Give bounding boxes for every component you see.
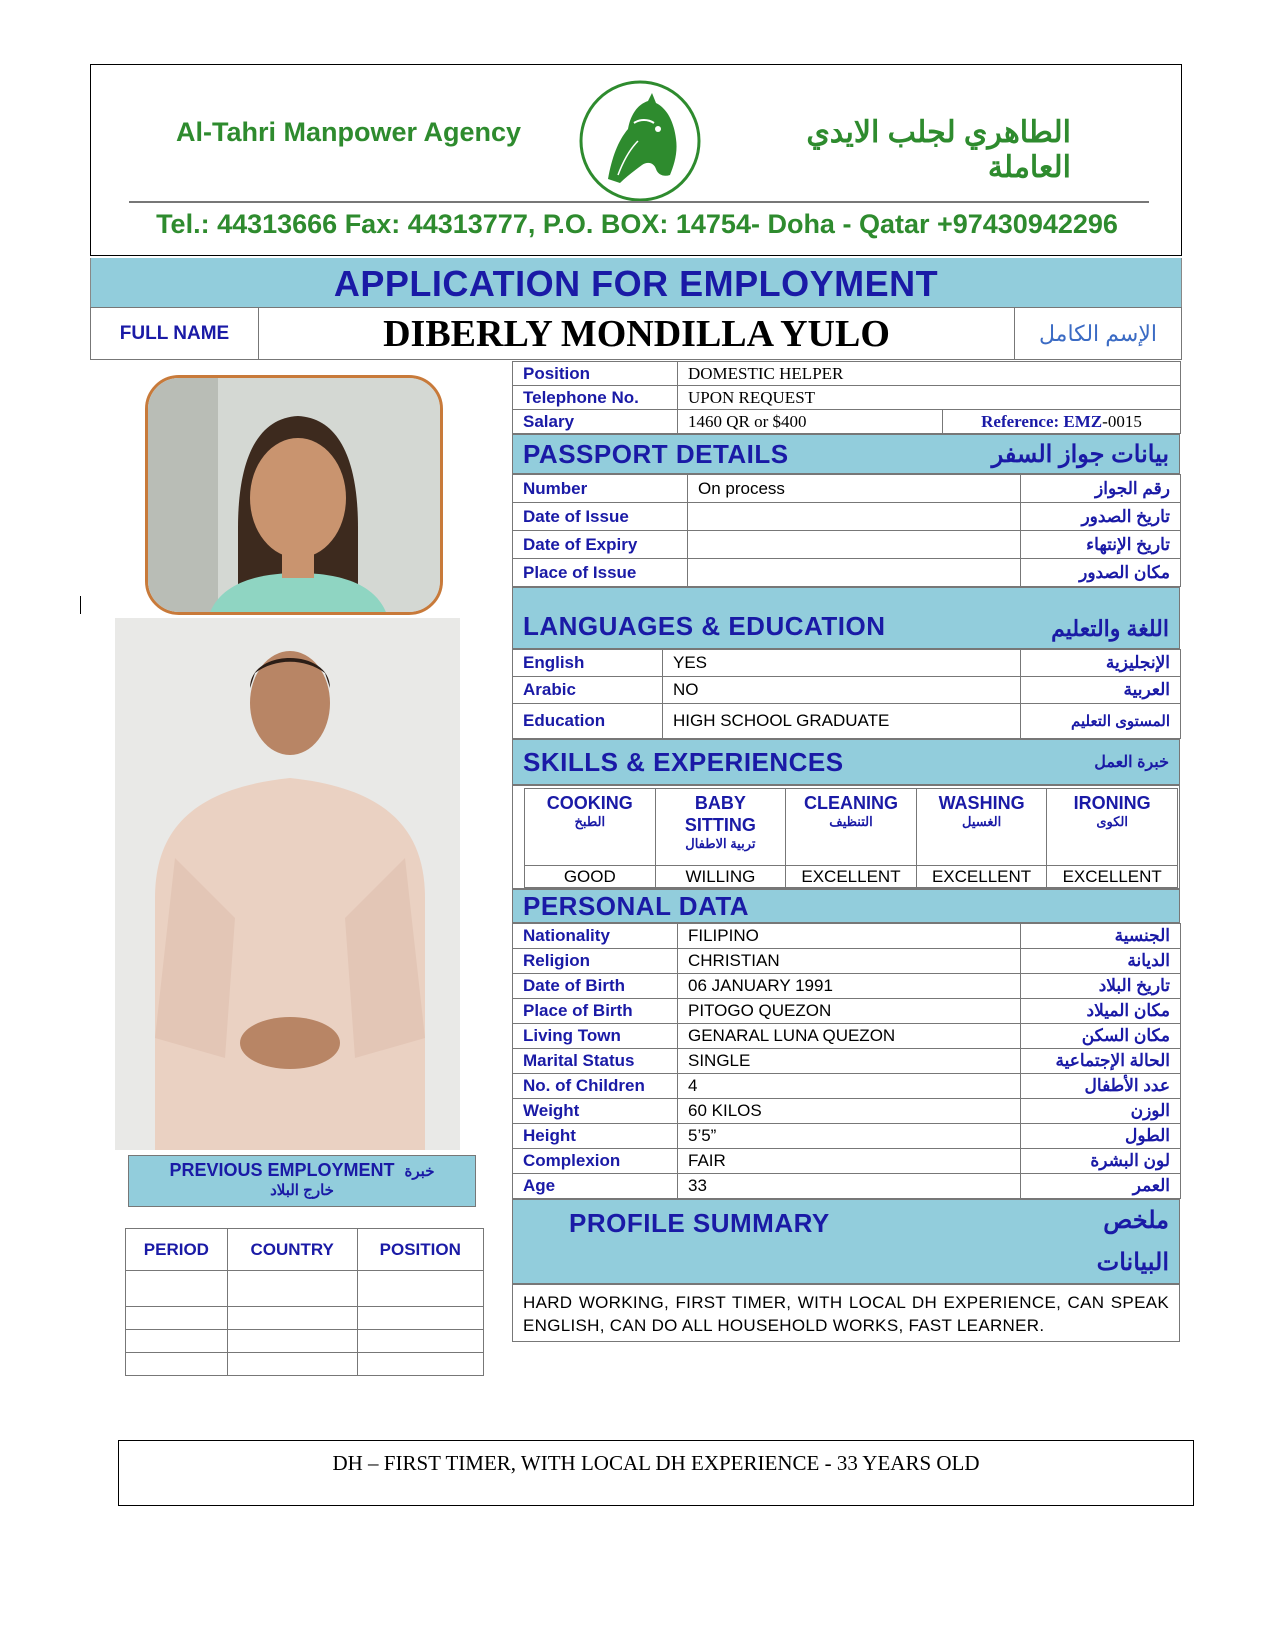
full-name-label: FULL NAME xyxy=(91,308,259,359)
profile-section-title-ar: ملخص xyxy=(1103,1207,1169,1234)
full-name-value: DIBERLY MONDILLA YULO xyxy=(259,308,1015,359)
passport-section-title: PASSPORT DETAILS xyxy=(523,438,789,469)
age-label-ar: العمر xyxy=(1021,1174,1181,1199)
education-label: Education xyxy=(513,704,663,739)
skill-name: BABY SITTING xyxy=(684,793,756,835)
horse-head-logo-icon xyxy=(578,79,702,203)
living-town-value: GENARAL LUNA QUEZON xyxy=(678,1024,1021,1049)
table-row xyxy=(513,924,1181,949)
issue-date-label: Date of Issue xyxy=(513,503,688,531)
expiry-date-label-ar: تاريخ الإنتهاء xyxy=(1021,531,1181,559)
skill-name-ar: التنظيف xyxy=(829,814,873,829)
skills-section-header xyxy=(512,739,1180,785)
footer-summary: DH – FIRST TIMER, WITH LOCAL DH EXPERIENCE - 33 YEARS OLD xyxy=(118,1440,1194,1506)
skill-level: EXCELLENT xyxy=(786,866,917,888)
height-value: 5’5” xyxy=(678,1124,1021,1149)
expiry-date-label: Date of Expiry xyxy=(513,531,688,559)
table-row xyxy=(513,503,1181,531)
portrait-photo xyxy=(145,375,443,615)
personal-data-table xyxy=(512,923,1181,1199)
living-town-label-ar: مكان السكن xyxy=(1021,1024,1181,1049)
table-header-row xyxy=(126,1229,484,1271)
position-row xyxy=(513,362,1181,386)
table-row xyxy=(513,475,1181,503)
telephone-value: UPON REQUEST xyxy=(678,386,1181,410)
skill-name-ar: تربية الاطفال xyxy=(685,836,756,851)
table-row xyxy=(513,999,1181,1024)
place-of-birth-label-ar: مكان الميلاد xyxy=(1021,999,1181,1024)
place-of-birth-value: PITOGO QUEZON xyxy=(678,999,1021,1024)
skill-washing xyxy=(916,789,1047,866)
previous-employment-header xyxy=(128,1155,476,1207)
skill-name-ar: الكوى xyxy=(1096,814,1129,829)
marital-status-value: SINGLE xyxy=(678,1049,1021,1074)
skill-name: COOKING xyxy=(546,793,633,813)
place-of-issue-value xyxy=(688,559,1021,587)
skill-name: WASHING xyxy=(938,793,1025,813)
skill-name-ar: الغسيل xyxy=(961,814,1002,829)
salary-label: Salary xyxy=(513,410,678,434)
salary-value: 1460 QR or $400 xyxy=(678,410,943,434)
passport-number-value: On process xyxy=(688,475,1021,503)
skill-level: EXCELLENT xyxy=(916,866,1047,888)
age-value: 33 xyxy=(678,1174,1021,1199)
column-header-position: POSITION xyxy=(357,1229,483,1271)
previous-employment-subtitle-ar: خارج البلاد xyxy=(270,1182,334,1199)
children-value: 4 xyxy=(678,1074,1021,1099)
passport-number-label-ar: رقم الجواز xyxy=(1021,475,1181,503)
skills-box xyxy=(512,785,1180,889)
age-label: Age xyxy=(513,1174,678,1199)
arabic-label: Arabic xyxy=(513,677,663,704)
profile-section-header xyxy=(512,1199,1180,1284)
passport-number-label: Number xyxy=(513,475,688,503)
table-row xyxy=(126,1330,484,1353)
reference-label: Reference: EMZ xyxy=(981,411,1103,431)
place-of-issue-label: Place of Issue xyxy=(513,559,688,587)
table-row xyxy=(513,1124,1181,1149)
height-label: Height xyxy=(513,1124,678,1149)
column-header-country: COUNTRY xyxy=(227,1229,357,1271)
skills-table xyxy=(524,788,1178,888)
nationality-label: Nationality xyxy=(513,924,678,949)
position-label: Position xyxy=(513,362,678,386)
table-row xyxy=(513,974,1181,999)
english-value: YES xyxy=(663,650,1021,677)
personal-section-header xyxy=(512,889,1180,923)
skills-section-title: SKILLS & EXPERIENCES xyxy=(523,746,844,777)
previous-employment-title-ar: خبرة xyxy=(404,1163,435,1180)
table-row xyxy=(513,677,1181,704)
skills-header-row xyxy=(525,789,1178,866)
profile-summary-text: HARD WORKING, FIRST TIMER, WITH LOCAL DH EXPERIENCE, CAN SPEAK ENGLISH, CAN DO ALL HOUSEHOLD WORKS, FAST LEARNER. xyxy=(512,1284,1180,1342)
languages-section-title: LANGUAGES & EDUCATION xyxy=(523,611,886,641)
languages-section-header xyxy=(512,587,1180,649)
languages-section-title-ar: اللغة والتعليم xyxy=(1051,616,1169,641)
table-row xyxy=(126,1307,484,1330)
skill-cooking xyxy=(525,789,656,866)
weight-label-ar: الوزن xyxy=(1021,1099,1181,1124)
job-info-table xyxy=(512,361,1181,434)
table-row xyxy=(513,704,1181,739)
passport-section-title-ar: بيانات جواز السفر xyxy=(991,440,1169,468)
table-row xyxy=(513,1149,1181,1174)
religion-value: CHRISTIAN xyxy=(678,949,1021,974)
date-of-birth-label: Date of Birth xyxy=(513,974,678,999)
table-row xyxy=(513,1049,1181,1074)
complexion-label: Complexion xyxy=(513,1149,678,1174)
religion-label: Religion xyxy=(513,949,678,974)
english-label: English xyxy=(513,650,663,677)
place-of-issue-label-ar: مكان الصدور xyxy=(1021,559,1181,587)
previous-employment-title: PREVIOUS EMPLOYMENT xyxy=(169,1160,395,1180)
table-row xyxy=(513,531,1181,559)
religion-label-ar: الديانة xyxy=(1021,949,1181,974)
personal-section-title: PERSONAL DATA xyxy=(523,890,750,921)
complexion-value: FAIR xyxy=(678,1149,1021,1174)
weight-label: Weight xyxy=(513,1099,678,1124)
table-row xyxy=(513,1074,1181,1099)
telephone-label: Telephone No. xyxy=(513,386,678,410)
skill-name: CLEANING xyxy=(803,793,898,813)
profile-section-title-ar-2: البيانات xyxy=(1096,1249,1169,1276)
skills-level-row xyxy=(525,866,1178,888)
title-band xyxy=(90,258,1182,308)
table-row xyxy=(126,1353,484,1376)
agency-name-ar: الطاهري لجلب الايدي العاملة xyxy=(806,116,1071,184)
nationality-value: FILIPINO xyxy=(678,924,1021,949)
date-of-birth-value: 06 JANUARY 1991 xyxy=(678,974,1021,999)
table-row xyxy=(513,949,1181,974)
table-row xyxy=(126,1271,484,1307)
reference-value: -0015 xyxy=(1102,411,1142,431)
expiry-date-value xyxy=(688,531,1021,559)
weight-value: 60 KILOS xyxy=(678,1099,1021,1124)
arabic-value: NO xyxy=(663,677,1021,704)
column-header-period: PERIOD xyxy=(126,1229,228,1271)
english-label-ar: الإنجليزية xyxy=(1021,650,1181,677)
passport-table xyxy=(512,474,1181,587)
position-value: DOMESTIC HELPER xyxy=(678,362,1181,386)
date-of-birth-label-ar: تاريخ البلاد xyxy=(1021,974,1181,999)
languages-table xyxy=(512,649,1181,739)
education-value: HIGH SCHOOL GRADUATE xyxy=(663,704,1021,739)
marital-status-label-ar: الحالة الإجتماعية xyxy=(1021,1049,1181,1074)
table-row xyxy=(513,1099,1181,1124)
children-label-ar: عدد الأطفال xyxy=(1021,1074,1181,1099)
table-row xyxy=(513,650,1181,677)
full-name-label-ar: الإسم الكامل xyxy=(1039,320,1157,346)
skill-level: WILLING xyxy=(655,866,786,888)
reference-number xyxy=(943,410,1181,434)
height-label-ar: الطول xyxy=(1021,1124,1181,1149)
living-town-label: Living Town xyxy=(513,1024,678,1049)
skill-cleaning xyxy=(786,789,917,866)
skill-level: EXCELLENT xyxy=(1047,866,1178,888)
arabic-label-ar: العربية xyxy=(1021,677,1181,704)
complexion-label-ar: لون البشرة xyxy=(1021,1149,1181,1174)
skill-name-ar: الطبخ xyxy=(574,814,606,829)
application-details xyxy=(512,361,1180,1342)
agency-name-en: Al-Tahri Manpower Agency xyxy=(176,117,522,147)
skill-level: GOOD xyxy=(525,866,656,888)
place-of-birth-label: Place of Birth xyxy=(513,999,678,1024)
agency-contact: Tel.: 44313666 Fax: 44313777, P.O. BOX: 14754- Doha - Qatar +97430942296 xyxy=(156,209,1118,239)
table-row xyxy=(513,1024,1181,1049)
text-cursor xyxy=(80,596,81,614)
telephone-row xyxy=(513,386,1181,410)
previous-employment-table xyxy=(125,1228,484,1376)
issue-date-value xyxy=(688,503,1021,531)
passport-section-header xyxy=(512,434,1180,474)
skills-section-title-ar: خبرة العمل xyxy=(1094,754,1169,771)
marital-status-label: Marital Status xyxy=(513,1049,678,1074)
issue-date-label-ar: تاريخ الصدور xyxy=(1021,503,1181,531)
table-row xyxy=(513,1174,1181,1199)
full-name-row xyxy=(90,307,1182,360)
salary-row xyxy=(513,410,1181,434)
skill-ironing xyxy=(1047,789,1178,866)
letterhead xyxy=(90,64,1182,256)
nationality-label-ar: الجنسية xyxy=(1021,924,1181,949)
skill-baby-sitting xyxy=(655,789,786,866)
letterhead-divider xyxy=(129,201,1149,203)
table-row xyxy=(513,559,1181,587)
page-title: APPLICATION FOR EMPLOYMENT xyxy=(333,263,939,304)
full-body-photo xyxy=(115,618,460,1150)
education-label-ar: المستوى التعليم xyxy=(1021,704,1181,739)
children-label: No. of Children xyxy=(513,1074,678,1099)
skill-name: IRONING xyxy=(1073,793,1151,813)
profile-section-title: PROFILE SUMMARY xyxy=(569,1208,830,1238)
